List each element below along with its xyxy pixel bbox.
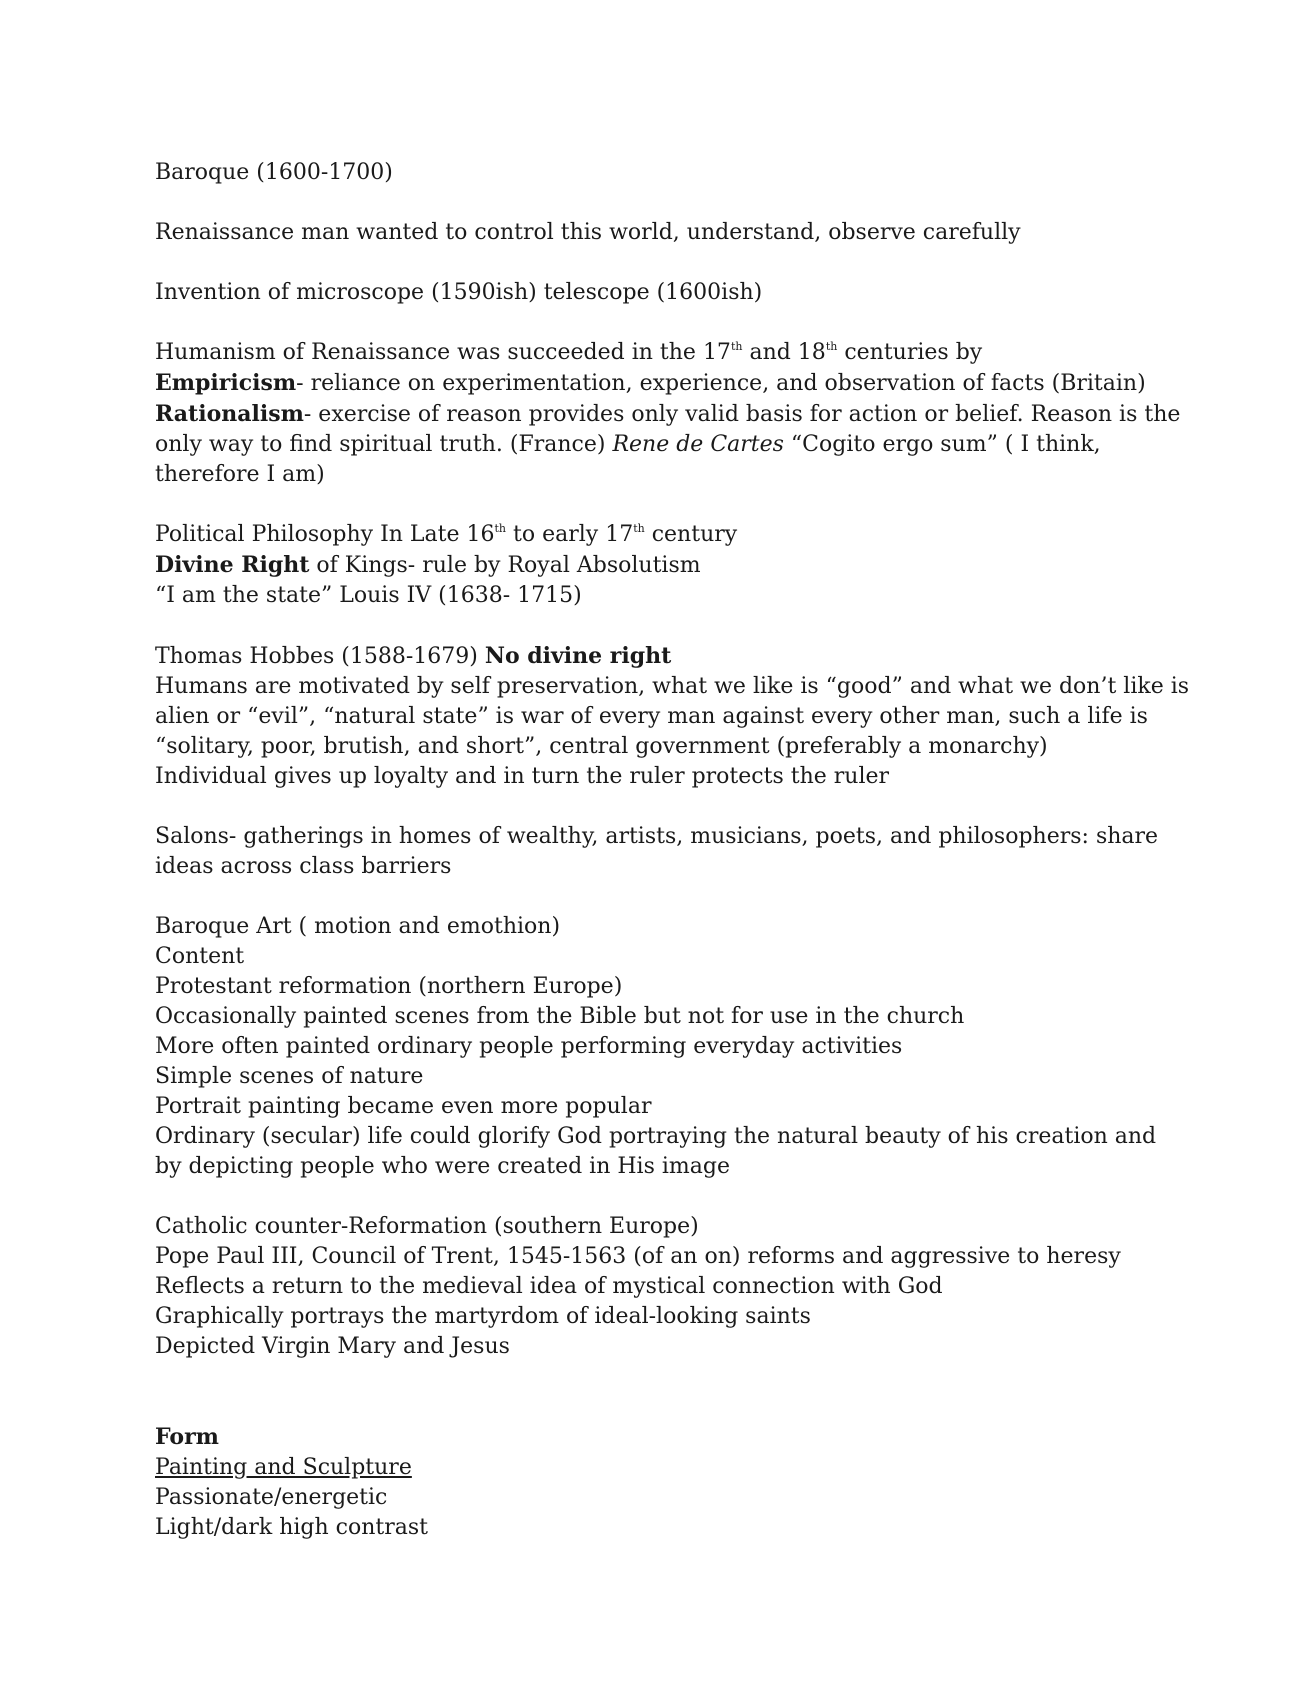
rationalism-line-2a: only way to find spiritual truth. (France) [155, 432, 613, 457]
political-heading [155, 520, 1155, 550]
list-item: Ordinary (secular) life could glorify God portraying the natural beauty of his creation and [155, 1124, 1157, 1149]
divine-right-line [155, 550, 1155, 581]
divine-right-term: Divine Right [155, 552, 310, 578]
content-label: Content [155, 944, 245, 969]
rationalism-line-2 [155, 430, 1155, 460]
hobbes-name: Thomas Hobbes (1588-1679) [155, 644, 485, 669]
document-title: Baroque (1600-1700) [155, 160, 393, 185]
renaissance-man-line: Renaissance man wanted to control this world, understand, observe carefully [155, 220, 1021, 245]
list-item: Portrait painting became even more popular [155, 1094, 652, 1119]
hobbes-line-4: Individual gives up loyalty and in turn the ruler protects the ruler [155, 764, 890, 789]
rationalism-term: Rationalism [155, 401, 304, 427]
descartes-name: Rene de Cartes [612, 432, 784, 457]
list-item: More often painted ordinary people performing everyday activities [155, 1034, 903, 1059]
list-item: Occasionally painted scenes from the Bible but not for use in the church [155, 1004, 965, 1029]
inventions-line: Invention of microscope (1590ish) telescope (1600ish) [155, 280, 763, 305]
humanism-intro [155, 338, 1155, 368]
form-heading [155, 1422, 1155, 1453]
rationalism-line-3: therefore I am) [155, 462, 325, 487]
list-item: Graphically portrays the martyrdom of ideal-looking saints [155, 1304, 811, 1329]
humanism-intro-c: centuries by [837, 340, 983, 365]
empiricism-text: - reliance on experimentation, experience, and observation of facts (Britain) [296, 371, 1146, 396]
humanism-intro-b: and 18 [742, 340, 826, 365]
document-body [155, 158, 1190, 1543]
baroque-art-heading: Baroque Art ( motion and emothion) [155, 914, 561, 939]
rationalism-text: - exercise of reason provides only valid basis for action or belief. Reason is the [303, 402, 1181, 427]
political-heading-c: century [644, 522, 738, 547]
list-item: Catholic counter-Reformation (southern Europe) [155, 1214, 699, 1239]
no-divine-right: No divine right [484, 643, 672, 669]
superscript-th: th [633, 522, 645, 535]
list-item: Light/dark high contrast [155, 1515, 428, 1540]
political-heading-a: Political Philosophy In Late 16 [155, 522, 495, 547]
salons-line-1: Salons- gatherings in homes of wealthy, artists, musicians, poets, and philosophers: share [155, 824, 1159, 849]
hobbes-line-1: Humans are motivated by self preservation, what we like is “good” and what we don’t like is [155, 674, 1190, 699]
list-item: Simple scenes of nature [155, 1064, 424, 1089]
list-item: Protestant reformation (northern Europe) [155, 974, 623, 999]
hobbes-line-2: alien or “evil”, “natural state” is war of every man against every other man, such a life is [155, 704, 1148, 729]
list-item: Pope Paul III, Council of Trent, 1545-1563 (of an on) reforms and aggressive to heresy [155, 1244, 1121, 1269]
salons-line-2: ideas across class barriers [155, 854, 452, 879]
rationalism-line [155, 399, 1181, 430]
form-subheading [155, 1453, 1155, 1483]
superscript-th: th [494, 522, 507, 535]
hobbes-line-3: “solitary, poor, brutish, and short”, central government (preferably a monarchy) [155, 734, 1048, 759]
list-item: Depicted Virgin Mary and Jesus [155, 1334, 510, 1359]
political-heading-b: to early 17 [506, 522, 634, 547]
list-item: Reflects a return to the medieval idea of mystical connection with God [155, 1274, 943, 1299]
humanism-intro-a: Humanism of Renaissance was succeeded in the 17 [155, 340, 731, 365]
empiricism-term: Empiricism [155, 370, 297, 396]
state-quote-line: “I am the state” Louis IV (1638- 1715) [155, 583, 582, 608]
hobbes-heading [155, 641, 1155, 672]
rationalism-line-2b: “Cogito ergo sum” ( I think, [783, 432, 1101, 457]
list-item: by depicting people who were created in His image [155, 1154, 730, 1179]
superscript-th: th [730, 340, 743, 353]
superscript-th: th [825, 340, 838, 353]
divine-right-text: of Kings- rule by Royal Absolutism [309, 553, 701, 578]
empiricism-line [155, 368, 1155, 399]
list-item: Passionate/energetic [155, 1485, 388, 1510]
form-subheading-text: Painting and Sculpture [155, 1455, 412, 1480]
form-heading-text: Form [155, 1424, 219, 1450]
